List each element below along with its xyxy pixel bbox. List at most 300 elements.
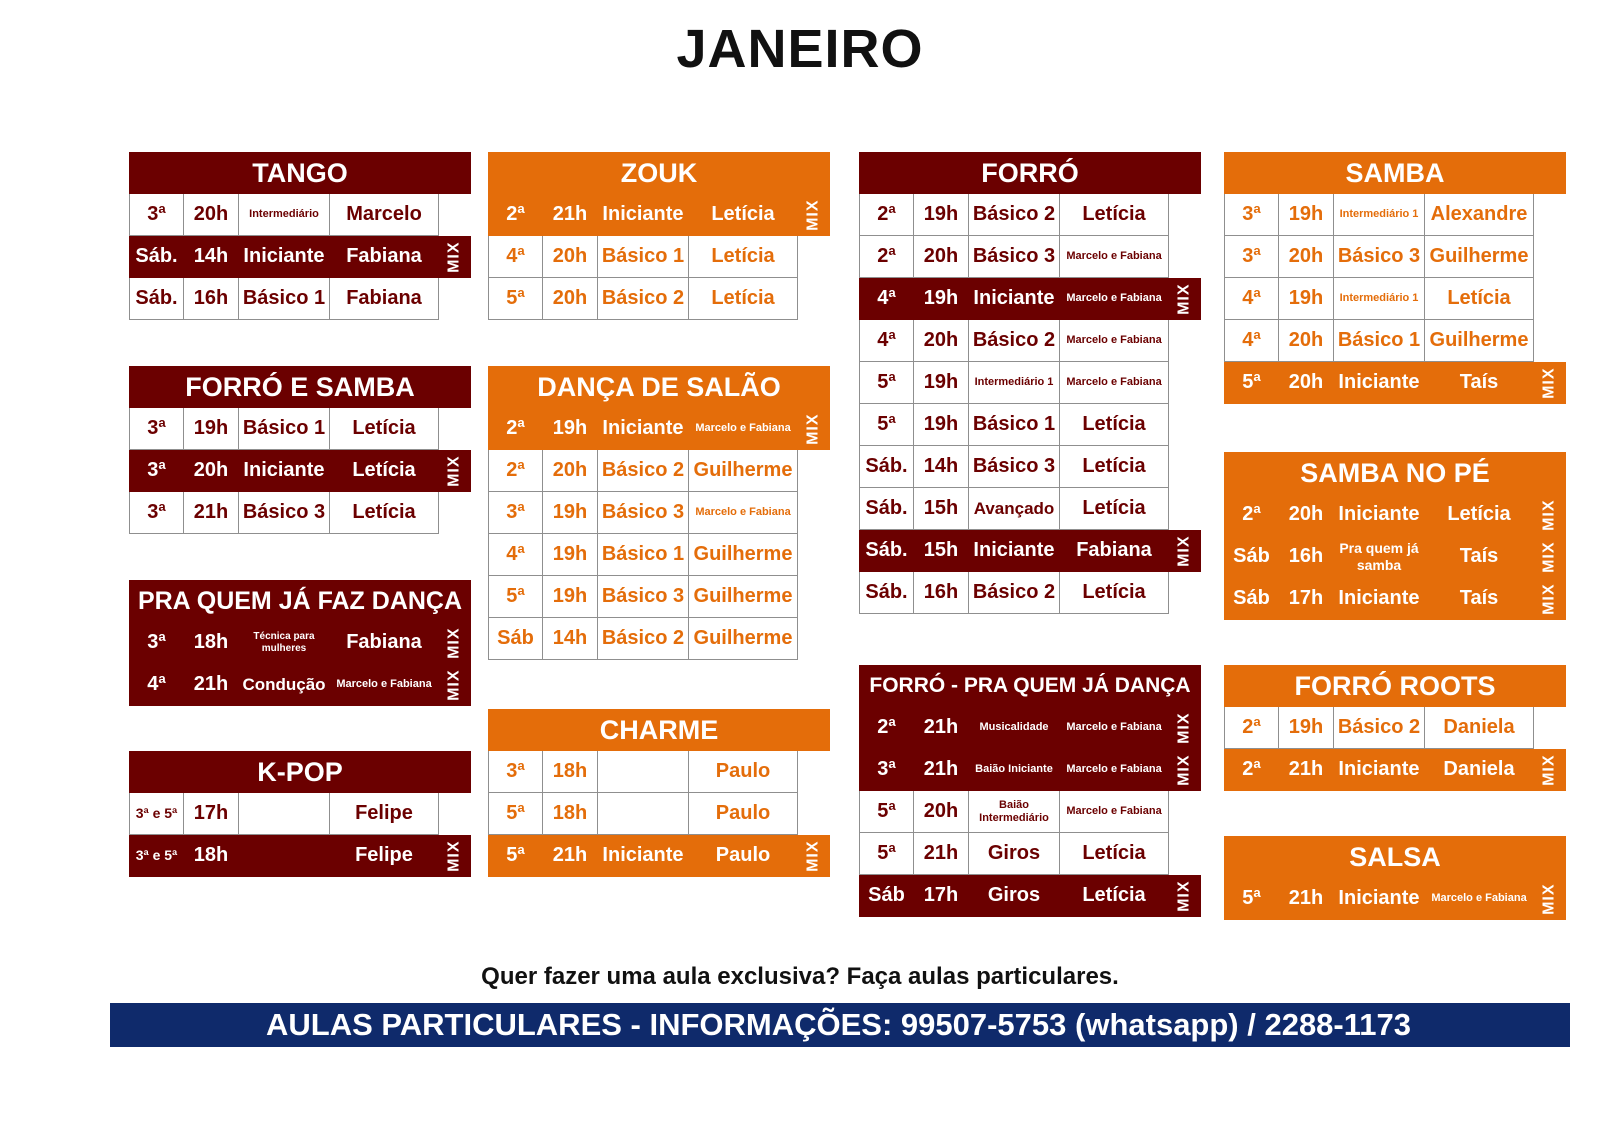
teacher-cell: Letícia xyxy=(1060,833,1169,875)
level-cell: Básico 2 xyxy=(969,194,1060,236)
level-cell: Iniciante xyxy=(1334,362,1425,404)
hour-cell: 20h xyxy=(184,450,239,492)
teacher-cell: Marcelo xyxy=(330,194,439,236)
day-cell: 5ª xyxy=(1224,362,1279,404)
hour-cell: 16h xyxy=(184,278,239,320)
teacher-cell: Fabiana xyxy=(330,622,439,664)
day-cell: 5ª xyxy=(488,793,543,835)
table-row xyxy=(488,793,830,835)
day-cell: 2ª xyxy=(1224,494,1279,536)
teacher-cell: Paulo xyxy=(689,751,798,793)
table-row xyxy=(129,835,471,877)
day-cell: 3ª xyxy=(488,492,543,534)
mix-cell xyxy=(1169,749,1201,791)
mix-cell xyxy=(1534,878,1566,920)
teacher-cell: Taís xyxy=(1425,362,1534,404)
table-row xyxy=(129,450,471,492)
contact-banner: AULAS PARTICULARES - INFORMAÇÕES: 99507-5753 (whatsapp) / 2288-1173 xyxy=(110,1003,1570,1047)
mix-cell xyxy=(1534,494,1566,536)
table-row xyxy=(859,572,1201,614)
level-cell: Iniciante xyxy=(1334,494,1425,536)
hour-cell: 21h xyxy=(914,833,969,875)
day-cell: 2ª xyxy=(859,236,914,278)
level-cell: Básico 1 xyxy=(969,404,1060,446)
level-cell xyxy=(598,751,689,793)
day-cell: Sáb. xyxy=(859,572,914,614)
hour-cell: 20h xyxy=(543,450,598,492)
mix-cell xyxy=(798,751,830,793)
mix-cell xyxy=(1534,707,1566,749)
hour-cell: 15h xyxy=(914,530,969,572)
level-cell: Básico 2 xyxy=(969,572,1060,614)
mix-label: MIX xyxy=(804,199,822,231)
mix-cell xyxy=(1169,572,1201,614)
day-cell: 3ª xyxy=(1224,236,1279,278)
day-cell: 3ª xyxy=(129,450,184,492)
level-cell: Intermediário 1 xyxy=(1334,194,1425,236)
teacher-cell: Guilherme xyxy=(689,534,798,576)
teacher-cell: Daniela xyxy=(1425,707,1534,749)
teacher-cell: Guilherme xyxy=(689,618,798,660)
hour-cell: 17h xyxy=(184,793,239,835)
mix-cell xyxy=(1169,707,1201,749)
teacher-cell: Marcelo e Fabiana xyxy=(1060,320,1169,362)
table-row xyxy=(488,534,830,576)
table-row xyxy=(129,793,471,835)
day-cell: 5ª xyxy=(488,278,543,320)
mix-cell xyxy=(439,835,471,877)
table-row xyxy=(129,492,471,534)
mix-label: MIX xyxy=(1540,541,1558,573)
table-row xyxy=(859,194,1201,236)
mix-cell xyxy=(439,793,471,835)
mix-cell xyxy=(1534,194,1566,236)
table-title: CHARME xyxy=(488,709,830,751)
hour-cell: 17h xyxy=(914,875,969,917)
table-title: SAMBA xyxy=(1224,152,1566,194)
mix-cell xyxy=(798,194,830,236)
table-row xyxy=(859,488,1201,530)
mix-label: MIX xyxy=(1540,754,1558,786)
teacher-cell: Fabiana xyxy=(330,278,439,320)
hour-cell: 18h xyxy=(184,835,239,877)
level-cell: Iniciante xyxy=(1334,878,1425,920)
level-cell: Avançado xyxy=(969,488,1060,530)
level-cell: Iniciante xyxy=(239,450,330,492)
table-row xyxy=(859,404,1201,446)
table-title: SAMBA NO PÉ xyxy=(1224,452,1566,494)
schedule-table-tango xyxy=(129,152,471,320)
day-cell: 4ª xyxy=(1224,278,1279,320)
mix-cell xyxy=(798,534,830,576)
mix-cell xyxy=(439,622,471,664)
schedule-table-forro-e-samba xyxy=(129,366,471,534)
table-row xyxy=(1224,536,1566,578)
day-cell: 3ª xyxy=(129,492,184,534)
level-cell: Básico 1 xyxy=(239,408,330,450)
day-cell: Sáb xyxy=(488,618,543,660)
table-row xyxy=(488,278,830,320)
hour-cell: 19h xyxy=(914,404,969,446)
day-cell: Sáb. xyxy=(859,446,914,488)
mix-cell xyxy=(1169,236,1201,278)
hour-cell: 20h xyxy=(1279,236,1334,278)
mix-cell xyxy=(1169,194,1201,236)
day-cell: Sáb. xyxy=(859,530,914,572)
level-cell: Básico 1 xyxy=(598,236,689,278)
hour-cell: 16h xyxy=(1279,536,1334,578)
table-row xyxy=(859,446,1201,488)
teacher-cell: Letícia xyxy=(330,408,439,450)
mix-label: MIX xyxy=(445,840,463,872)
hour-cell: 19h xyxy=(1279,278,1334,320)
mix-label: MIX xyxy=(1540,883,1558,915)
level-cell: Musicalidade xyxy=(969,707,1060,749)
mix-cell xyxy=(1534,320,1566,362)
level-cell: Básico 2 xyxy=(598,450,689,492)
day-cell: 4ª xyxy=(488,236,543,278)
level-cell: Baião Intermediário xyxy=(969,791,1060,833)
hour-cell: 15h xyxy=(914,488,969,530)
table-row xyxy=(129,664,471,706)
hour-cell: 20h xyxy=(543,236,598,278)
table-row xyxy=(129,194,471,236)
teacher-cell: Guilherme xyxy=(689,576,798,618)
level-cell: Iniciante xyxy=(969,278,1060,320)
table-row xyxy=(488,576,830,618)
teacher-cell: Letícia xyxy=(689,236,798,278)
day-cell: 4ª xyxy=(129,664,184,706)
mix-label: MIX xyxy=(1175,880,1193,912)
table-row xyxy=(1224,707,1566,749)
table-row xyxy=(129,408,471,450)
level-cell: Giros xyxy=(969,833,1060,875)
level-cell: Básico 1 xyxy=(239,278,330,320)
schedule-table-zouk xyxy=(488,152,830,320)
level-cell: Básico 3 xyxy=(598,492,689,534)
hour-cell: 19h xyxy=(1279,707,1334,749)
mix-cell xyxy=(1169,320,1201,362)
day-cell: 2ª xyxy=(1224,749,1279,791)
schedule-table-k-pop xyxy=(129,751,471,877)
table-row xyxy=(129,236,471,278)
day-cell: 5ª xyxy=(1224,878,1279,920)
table-title: FORRÓ ROOTS xyxy=(1224,665,1566,707)
mix-cell xyxy=(439,450,471,492)
teacher-cell: Marcelo e Fabiana xyxy=(1060,707,1169,749)
mix-cell xyxy=(1169,278,1201,320)
hour-cell: 21h xyxy=(543,835,598,877)
teacher-cell: Marcelo e Fabiana xyxy=(689,492,798,534)
mix-cell xyxy=(1169,875,1201,917)
mix-label: MIX xyxy=(1540,583,1558,615)
day-cell: 5ª xyxy=(859,833,914,875)
day-cell: 2ª xyxy=(859,707,914,749)
teacher-cell: Letícia xyxy=(330,450,439,492)
hour-cell: 20h xyxy=(184,194,239,236)
hour-cell: 18h xyxy=(543,751,598,793)
level-cell xyxy=(239,835,330,877)
mix-cell xyxy=(439,408,471,450)
teacher-cell: Letícia xyxy=(1060,446,1169,488)
day-cell: 2ª xyxy=(488,450,543,492)
mix-cell xyxy=(798,492,830,534)
table-row xyxy=(859,362,1201,404)
teacher-cell: Letícia xyxy=(1060,194,1169,236)
schedule-table-charme xyxy=(488,709,830,877)
table-row xyxy=(129,278,471,320)
teacher-cell: Letícia xyxy=(1425,494,1534,536)
day-cell: 3ª xyxy=(1224,194,1279,236)
table-row xyxy=(859,749,1201,791)
hour-cell: 21h xyxy=(543,194,598,236)
teacher-cell: Taís xyxy=(1425,536,1534,578)
mix-cell xyxy=(798,450,830,492)
schedule-table-danca-de-salao xyxy=(488,366,830,660)
table-row xyxy=(488,450,830,492)
teacher-cell: Letícia xyxy=(1425,278,1534,320)
hour-cell: 20h xyxy=(914,320,969,362)
table-row xyxy=(859,875,1201,917)
table-row xyxy=(1224,878,1566,920)
day-cell: 3ª xyxy=(129,194,184,236)
mix-label: MIX xyxy=(804,840,822,872)
table-row xyxy=(859,791,1201,833)
teacher-cell: Marcelo e Fabiana xyxy=(330,664,439,706)
mix-cell xyxy=(1534,578,1566,620)
mix-cell xyxy=(439,236,471,278)
table-row xyxy=(859,530,1201,572)
level-cell: Básico 2 xyxy=(969,320,1060,362)
day-cell: Sáb xyxy=(1224,578,1279,620)
day-cell: 5ª xyxy=(859,362,914,404)
teacher-cell: Alexandre xyxy=(1425,194,1534,236)
mix-cell xyxy=(1169,488,1201,530)
teacher-cell: Marcelo e Fabiana xyxy=(1060,236,1169,278)
teacher-cell: Fabiana xyxy=(330,236,439,278)
mix-cell xyxy=(798,835,830,877)
teacher-cell: Letícia xyxy=(689,194,798,236)
hour-cell: 19h xyxy=(543,576,598,618)
level-cell: Básico 1 xyxy=(1334,320,1425,362)
mix-label: MIX xyxy=(1175,712,1193,744)
hour-cell: 20h xyxy=(543,278,598,320)
mix-cell xyxy=(798,278,830,320)
table-row xyxy=(129,622,471,664)
mix-label: MIX xyxy=(1175,535,1193,567)
level-cell: Iniciante xyxy=(1334,749,1425,791)
hour-cell: 19h xyxy=(914,362,969,404)
level-cell: Intermediário xyxy=(239,194,330,236)
mix-cell xyxy=(798,408,830,450)
day-cell: 5ª xyxy=(488,576,543,618)
level-cell: Básico 2 xyxy=(598,618,689,660)
level-cell: Básico 2 xyxy=(1334,707,1425,749)
schedule-table-forro-roots xyxy=(1224,665,1566,791)
schedule-table-forro xyxy=(859,152,1201,614)
mix-cell xyxy=(1169,446,1201,488)
schedule-table-salsa xyxy=(1224,836,1566,920)
teacher-cell: Marcelo e Fabiana xyxy=(689,408,798,450)
hour-cell: 14h xyxy=(184,236,239,278)
level-cell: Iniciante xyxy=(598,835,689,877)
teacher-cell: Marcelo e Fabiana xyxy=(1060,749,1169,791)
day-cell: 3ª e 5ª xyxy=(129,835,184,877)
mix-cell xyxy=(1169,362,1201,404)
table-row xyxy=(859,320,1201,362)
table-row xyxy=(488,194,830,236)
teacher-cell: Guilherme xyxy=(1425,236,1534,278)
hour-cell: 14h xyxy=(543,618,598,660)
hour-cell: 17h xyxy=(1279,578,1334,620)
teacher-cell: Paulo xyxy=(689,835,798,877)
teacher-cell: Letícia xyxy=(1060,404,1169,446)
teacher-cell: Taís xyxy=(1425,578,1534,620)
level-cell: Giros xyxy=(969,875,1060,917)
mix-cell xyxy=(1534,536,1566,578)
teacher-cell: Letícia xyxy=(1060,572,1169,614)
teacher-cell: Letícia xyxy=(330,492,439,534)
hour-cell: 19h xyxy=(543,492,598,534)
table-title: DANÇA DE SALÃO xyxy=(488,366,830,408)
hour-cell: 16h xyxy=(914,572,969,614)
hour-cell: 20h xyxy=(914,791,969,833)
mix-cell xyxy=(1169,791,1201,833)
level-cell: Iniciante xyxy=(1334,578,1425,620)
teacher-cell: Marcelo e Fabiana xyxy=(1060,362,1169,404)
table-row xyxy=(1224,320,1566,362)
day-cell: 4ª xyxy=(859,278,914,320)
hour-cell: 21h xyxy=(1279,749,1334,791)
hour-cell: 20h xyxy=(1279,320,1334,362)
day-cell: Sáb xyxy=(859,875,914,917)
level-cell: Pra quem já samba xyxy=(1334,536,1425,578)
schedule-table-samba-no-pe xyxy=(1224,452,1566,620)
level-cell: Iniciante xyxy=(239,236,330,278)
table-row xyxy=(1224,494,1566,536)
table-row xyxy=(1224,194,1566,236)
mix-cell xyxy=(1534,278,1566,320)
level-cell: Iniciante xyxy=(598,194,689,236)
table-title: K-POP xyxy=(129,751,471,793)
day-cell: 4ª xyxy=(1224,320,1279,362)
day-cell: Sáb. xyxy=(859,488,914,530)
mix-label: MIX xyxy=(445,455,463,487)
table-row xyxy=(488,408,830,450)
table-title: FORRÓ - PRA QUEM JÁ DANÇA xyxy=(859,665,1201,707)
level-cell: Básico 1 xyxy=(598,534,689,576)
day-cell: Sáb xyxy=(1224,536,1279,578)
day-cell: 2ª xyxy=(859,194,914,236)
hour-cell: 14h xyxy=(914,446,969,488)
mix-label: MIX xyxy=(1175,283,1193,315)
table-row xyxy=(1224,362,1566,404)
hour-cell: 21h xyxy=(184,492,239,534)
table-row xyxy=(859,236,1201,278)
day-cell: 2ª xyxy=(488,408,543,450)
table-title: ZOUK xyxy=(488,152,830,194)
mix-label: MIX xyxy=(1175,754,1193,786)
day-cell: 3ª xyxy=(129,622,184,664)
level-cell: Básico 3 xyxy=(1334,236,1425,278)
level-cell: Técnica para mulheres xyxy=(239,622,330,664)
mix-cell xyxy=(798,576,830,618)
mix-cell xyxy=(1534,362,1566,404)
table-row xyxy=(1224,749,1566,791)
mix-cell xyxy=(439,194,471,236)
teacher-cell: Felipe xyxy=(330,835,439,877)
level-cell xyxy=(598,793,689,835)
hour-cell: 21h xyxy=(914,749,969,791)
day-cell: 5ª xyxy=(859,791,914,833)
level-cell: Básico 3 xyxy=(969,446,1060,488)
table-row xyxy=(488,492,830,534)
level-cell: Básico 3 xyxy=(969,236,1060,278)
table-row xyxy=(488,751,830,793)
hour-cell: 20h xyxy=(1279,362,1334,404)
mix-cell xyxy=(798,236,830,278)
schedule-table-samba xyxy=(1224,152,1566,404)
table-row xyxy=(488,835,830,877)
hour-cell: 18h xyxy=(184,622,239,664)
hour-cell: 21h xyxy=(184,664,239,706)
teacher-cell: Guilherme xyxy=(1425,320,1534,362)
day-cell: 3ª xyxy=(859,749,914,791)
mix-cell xyxy=(798,618,830,660)
table-row xyxy=(859,707,1201,749)
day-cell: 5ª xyxy=(488,835,543,877)
level-cell: Básico 3 xyxy=(239,492,330,534)
hour-cell: 19h xyxy=(543,408,598,450)
page-title: JANEIRO xyxy=(676,19,924,79)
teacher-cell: Letícia xyxy=(1060,875,1169,917)
hour-cell: 19h xyxy=(914,278,969,320)
hour-cell: 18h xyxy=(543,793,598,835)
table-title: SALSA xyxy=(1224,836,1566,878)
day-cell: 4ª xyxy=(488,534,543,576)
mix-cell xyxy=(439,664,471,706)
mix-cell xyxy=(439,278,471,320)
day-cell: 3ª e 5ª xyxy=(129,793,184,835)
level-cell: Intermediário 1 xyxy=(1334,278,1425,320)
teacher-cell: Letícia xyxy=(689,278,798,320)
level-cell: Condução xyxy=(239,664,330,706)
hour-cell: 21h xyxy=(914,707,969,749)
mix-cell xyxy=(439,492,471,534)
level-cell xyxy=(239,793,330,835)
level-cell: Iniciante xyxy=(598,408,689,450)
teacher-cell: Marcelo e Fabiana xyxy=(1060,791,1169,833)
private-lessons-tagline: Quer fazer uma aula exclusiva? Faça aulas particulares. xyxy=(481,963,1119,990)
teacher-cell: Marcelo e Fabiana xyxy=(1425,878,1534,920)
mix-cell xyxy=(798,793,830,835)
day-cell: 3ª xyxy=(129,408,184,450)
table-row xyxy=(1224,236,1566,278)
day-cell: 3ª xyxy=(488,751,543,793)
mix-cell xyxy=(1169,530,1201,572)
table-title: TANGO xyxy=(129,152,471,194)
mix-label: MIX xyxy=(804,413,822,445)
hour-cell: 19h xyxy=(914,194,969,236)
level-cell: Básico 2 xyxy=(598,278,689,320)
hour-cell: 19h xyxy=(184,408,239,450)
table-row xyxy=(488,618,830,660)
teacher-cell: Fabiana xyxy=(1060,530,1169,572)
table-title: PRA QUEM JÁ FAZ DANÇA xyxy=(129,580,471,622)
table-row xyxy=(859,833,1201,875)
teacher-cell: Marcelo e Fabiana xyxy=(1060,278,1169,320)
level-cell: Básico 3 xyxy=(598,576,689,618)
